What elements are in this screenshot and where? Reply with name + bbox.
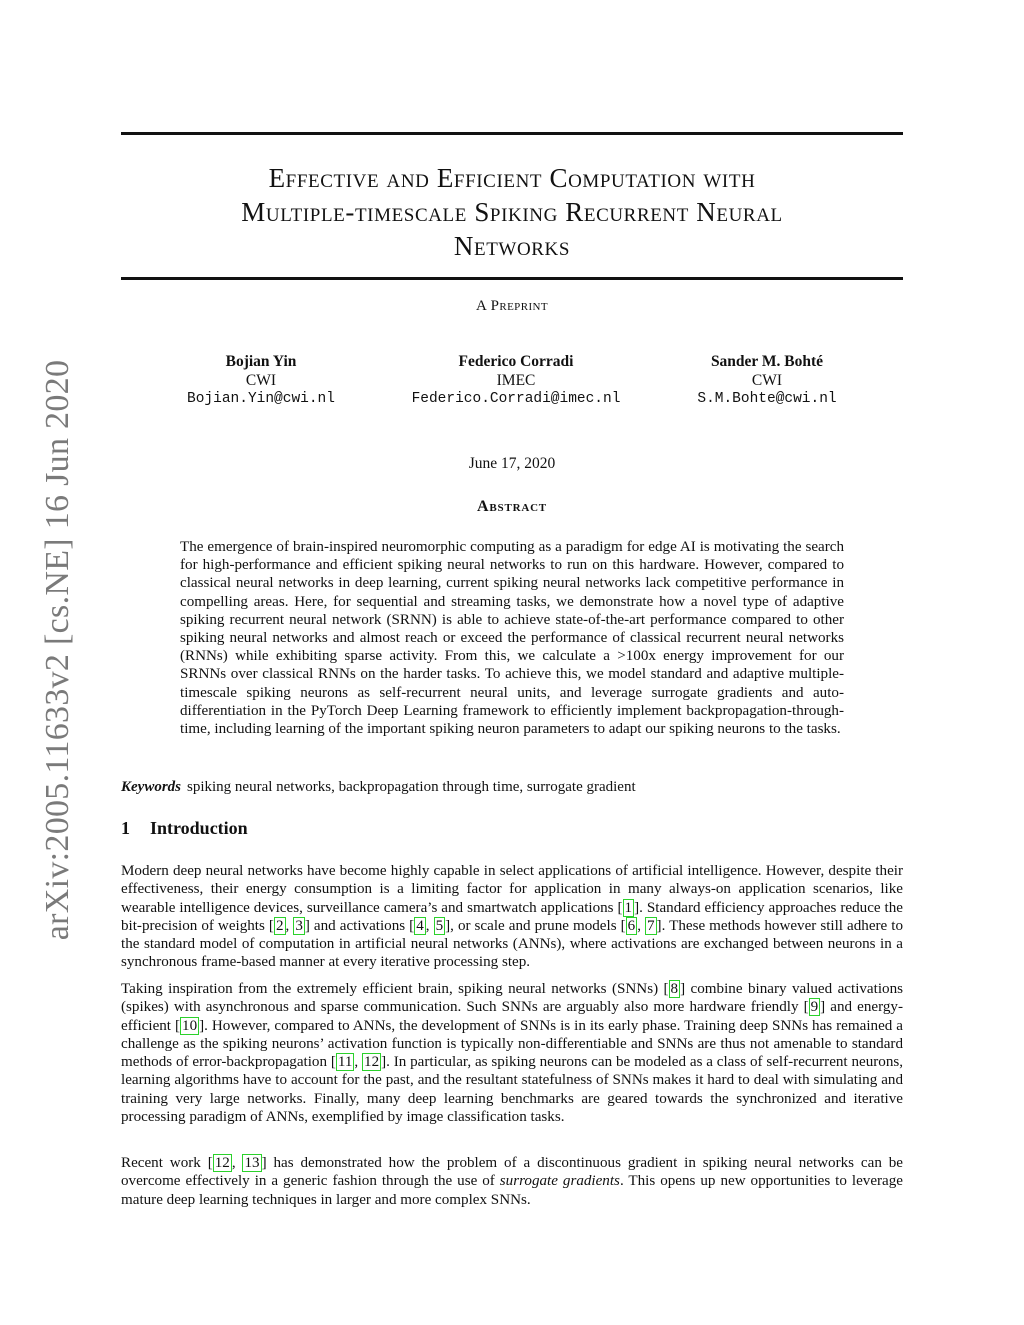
body-paragraph: Recent work [ 12 , 13 ] has demonstrated how the problem of a discontinuous gradient in spiking neural networks can be overcome effectively in a generic fashion through the use of surrogate gradients. This opens up new opportunities to leverage mature deep learning techniques in larger and more complex SNNs. <box>121 1155 903 1208</box>
title-line-3: Networks <box>453 231 571 261</box>
title-rule-top <box>121 132 903 135</box>
citation-link[interactable]: 7 <box>647 917 655 934</box>
section-number: 1 <box>121 818 130 838</box>
author-affiliation: CWI <box>751 372 783 389</box>
author-affiliation: IMEC <box>496 372 536 389</box>
author-email[interactable]: Bojian.Yin@cwi.nl <box>187 391 335 407</box>
citation-link[interactable]: 6 <box>627 917 636 934</box>
title-line-2: Multiple-timescale Spiking Recurrent Neural <box>241 197 783 227</box>
author-name: Bojian Yin <box>225 353 297 370</box>
citation-link[interactable]: 13 <box>244 1155 260 1171</box>
keywords-text: spiking neural networks, backpropagation through time, surrogate gradient <box>187 779 636 795</box>
body-paragraph: Taking inspiration from the extremely efficient brain, spiking neural networks (SNNs) [ 8 ] combine binary valued activations (spikes) with asynchronous and sparse communication. Such SNNs are arguably also more hardware friendly [ 9 ] and energy-efficient [ 10 ]. However, compared to ANNs, the development of SNNs is in its early phase. Training deep SNNs has remained a challenge as the spiking neurons’ activation function is typically non-differentiable and SNNs are thus not amenable to standard methods of error-backpropagation [ 11 , 12 ]. In particular, as spiking neurons can be modeled as a class of self-recurrent neurons, learning algorithms have to account for the past, and the resultant statefulness of SNNs makes it hard to deal with simulating and training very large networks. Finally, many deep learning benchmarks are geared towards the synchronized and iterative processing paradigm of ANNs, exemplified by image classification tasks. <box>121 981 904 1126</box>
citation-link[interactable]: 12 <box>364 1054 380 1071</box>
citation-link[interactable]: 10 <box>182 1017 198 1034</box>
body-paragraph: Modern deep neural networks have become highly capable in select applications of artificial intelligence. However, despite their effectiveness, their energy consumption is a limiting factor for application in many always-on application scenarios, like wearable intelligence devices, surveillance camera’s and smartwatch applications [ 1 ]. Standard efficiency approaches reduce the bit-precision of weights [ 2 , 3 ] and activations [ 4 , 5 ], or scale and prune models [ 6 , 7 ]. These methods however still adhere to the standard model of computation in artificial neural networks (ANNs), where activations are exchanged between neurons in a synchronous frame-based manner at every iterative processing step. <box>121 863 904 971</box>
title-rule-bottom <box>121 277 903 280</box>
author-block <box>617 352 917 409</box>
keywords-line <box>121 779 903 796</box>
author-email[interactable]: Federico.Corradi@imec.nl <box>411 391 621 407</box>
title-line-1: Effective and Efficient Computation with <box>268 163 756 193</box>
author-affiliation: CWI <box>245 372 277 389</box>
citation-link[interactable]: 3 <box>295 917 303 934</box>
citation-link[interactable]: 4 <box>416 917 424 934</box>
citation-link[interactable]: 11 <box>337 1054 353 1071</box>
citation-link[interactable]: 9 <box>810 999 819 1016</box>
section-heading <box>121 818 248 839</box>
arxiv-side-label: arXiv:2005.11633v2 [cs.NE] 16 Jun 2020 <box>39 359 76 941</box>
emphasis-text: surrogate gradients <box>499 1173 620 1190</box>
preprint-label: A Preprint <box>476 298 548 314</box>
keywords-label: Keywords <box>121 779 181 795</box>
publication-date: June 17, 2020 <box>468 455 556 472</box>
author-email[interactable]: S.M.Bohte@cwi.nl <box>697 391 837 407</box>
abstract-text: The emergence of brain-inspired neuromorphic computing as a paradigm for edge AI is motivating the search for high-performance and efficient spiking neural networks to run on this hardware. However, compared to classical neural networks in deep learning, current spiking neural networks lack competitive performance in compelling areas. Here, for sequential and streaming tasks, we demonstrate how a novel type of adaptive spiking recurrent neural network (SRNN) is able to achieve state-of-the-art performance compared to other spiking neural networks and almost reach or exceed the performance of classical recurrent neural networks (RNNs) while exhibiting sparse activity. From this, we calculate a >100x energy improvement for our SRNNs over classical RNNs on the harder tasks. To achieve this, we model standard and adaptive multiple-timescale spiking neurons as self-recurrent neural units, and leverage surrogate gradients and auto-differentiation in the PyTorch Deep Learning framework to efficiently implement backpropagation-through-time, including learning of the important spiking neuron parameters to adapt our spiking neurons to the tasks. <box>180 539 844 738</box>
abstract-heading: Abstract <box>477 498 547 515</box>
citation-link[interactable]: 2 <box>275 917 284 934</box>
section-title: Introduction <box>150 818 248 838</box>
author-name: Federico Corradi <box>458 353 574 370</box>
citation-link[interactable]: 8 <box>670 981 679 997</box>
author-name: Sander M. Bohté <box>710 353 824 370</box>
citation-link[interactable]: 1 <box>624 899 633 916</box>
citation-link[interactable]: 5 <box>435 917 444 934</box>
citation-link[interactable]: 12 <box>214 1155 230 1171</box>
